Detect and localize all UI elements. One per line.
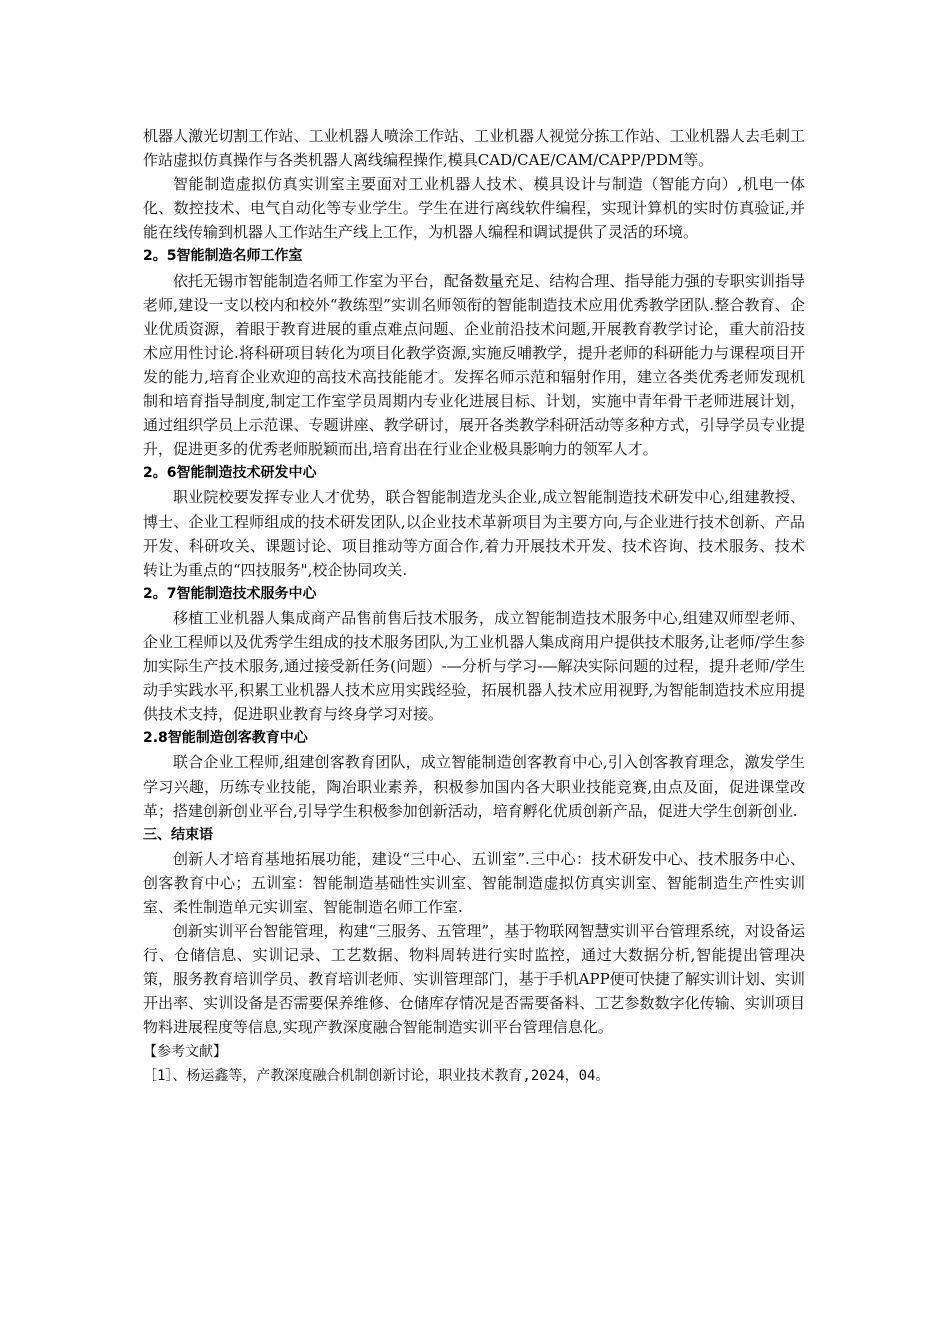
paragraph-service-center: 移植工业机器人集成商产品售前售后技术服务，成立智能制造技术服务中心,组建双师型老师、企业工程师以及优秀学生组成的技术服务团队,为工业机器人集成商用户提供技术服务,让老师/学生参加实际生产技术服务,通过接受新任务(问题）-—分析与学习-—解决实际问题的过程，提升老师/学生动手实践水平,积累工业机器人技术应用实践经验，拓展机器人技术应用视野,为智能制造技术应用提供技术支持，促进职业教育与终身学习对接。: [143, 608, 805, 724]
section-heading-2-5: 2。5智能制造名师工作室: [143, 248, 303, 265]
paragraph-virtual-simulation-lab: 智能制造虚拟仿真实训室主要面对工业机器人技术、模具设计与制造（智能方向）,机电一体化、数控技术、电气自动化等专业学生。学生在进行离线软件编程，实现计算机的实时仿真验证,并能在线传输到机器人工作站生产线上工作，为机器人编程和调试提供了灵活的环境。: [143, 175, 805, 242]
section-heading-conclusion: 三、结束语: [143, 826, 213, 843]
section-heading-2-6: 2。6智能制造技术研发中心: [143, 465, 317, 482]
paragraph-rd-center: 职业院校要发挥专业人才优势，联合智能制造龙头企业,成立智能制造技术研发中心,组建教授、博士、企业工程师组成的技术研发团队,以企业技术革新项目为主要方向,与企业进行技术创新、产品开发、科研攻关、课题讨论、项目推动等方面合作,着力开展技术开发、技术咨询、技术服务、技术转让为重点的“四技服务",校企协同攻关.: [143, 488, 805, 579]
paragraph-maker-education-center: 联合企业工程师,组建创客教育团队，成立智能制造创客教育中心,引入创客教育理念，激发学生学习兴趣，历练专业技能，陶冶职业素养，积极参加国内各大职业技能竞赛,由点及面，促进课堂改革；搭建创新创业平台,引导学生积极参加创新活动，培育孵化优质创新产品，促进大学生创新创业.: [143, 753, 805, 820]
paragraph-master-teacher-studio: 依托无锡市智能制造名师工作室为平台，配备数量充足、结构合理、指导能力强的专职实训指导老师,建设一支以校内和校外“教练型”实训名师领衔的智能制造技术应用优秀教学团队.整合教育、企业优质资源，着眼于教育进展的重点难点问题、企业前沿技术问题,开展教育教学讨论，重大前沿技术应用性讨论.将科研项目转化为项目化教学资源,实施反哺教学，提升老师的科研能力与课程项目开发的能力,培育企业欢迎的高技术高技能能才。发挥名师示范和辐射作用，建立各类优秀老师发现机制和培育指导制度,制定工作室学员周期内专业化进展目标、计划，实施中青年骨干老师进展计划，通过组织学员上示范课、专题讲座、教学研讨，展开各类教学科研活动等多种方式，引导学员专业提升，促进更多的优秀老师脱颖而出,培育出在行业企业极具影响力的领军人才。: [143, 271, 805, 459]
paragraph-conclusion-1: 创新人才培育基地拓展功能，建设“三中心、五训室”.三中心：技术研发中心、技术服务中心、创客教育中心；五训室：智能制造基础性实训室、智能制造虚拟仿真实训室、智能制造生产性实训室、柔性制造单元实训室、智能制造名师工作室.: [143, 849, 805, 916]
paragraph-robot-workstations: 机器人激光切割工作站、工业机器人喷涂工作站、工业机器人视觉分拣工作站、工业机器人去毛刺工作站虚拟仿真操作与各类机器人离线编程操作,模具CAD/CAE/CAM/CAPP/PDM等。: [143, 127, 805, 170]
document-body: [143, 124, 805, 1088]
section-heading-2-7: 2。7智能制造技术服务中心: [143, 585, 317, 602]
references-heading: 【参考文献】: [143, 1043, 227, 1060]
reference-item-1: ［1］、杨运鑫等，产教深度融合机制创新讨论，职业技术教育,2024，04。: [143, 1067, 610, 1084]
section-heading-2-8: 2.8智能制造创客教育中心: [143, 730, 308, 747]
paragraph-conclusion-2: 创新实训平台智能管理，构建“三服务、五管理”，基于物联网智慧实训平台管理系统，对设备运行、仓储信息、实训记录、工艺数据、物料周转进行实时监控，通过大数据分析,智能提出管理决策，服务教育培训学员、教育培训老师、实训管理部门，基于手机APP便可快捷了解实训计划、实训开出率、实训设备是否需要保养维修、仓储库存情况是否需要备料、工艺参数数字化传输、实训项目物料进展程度等信息,实现产教深度融合智能制造实训平台管理信息化。: [143, 922, 805, 1037]
